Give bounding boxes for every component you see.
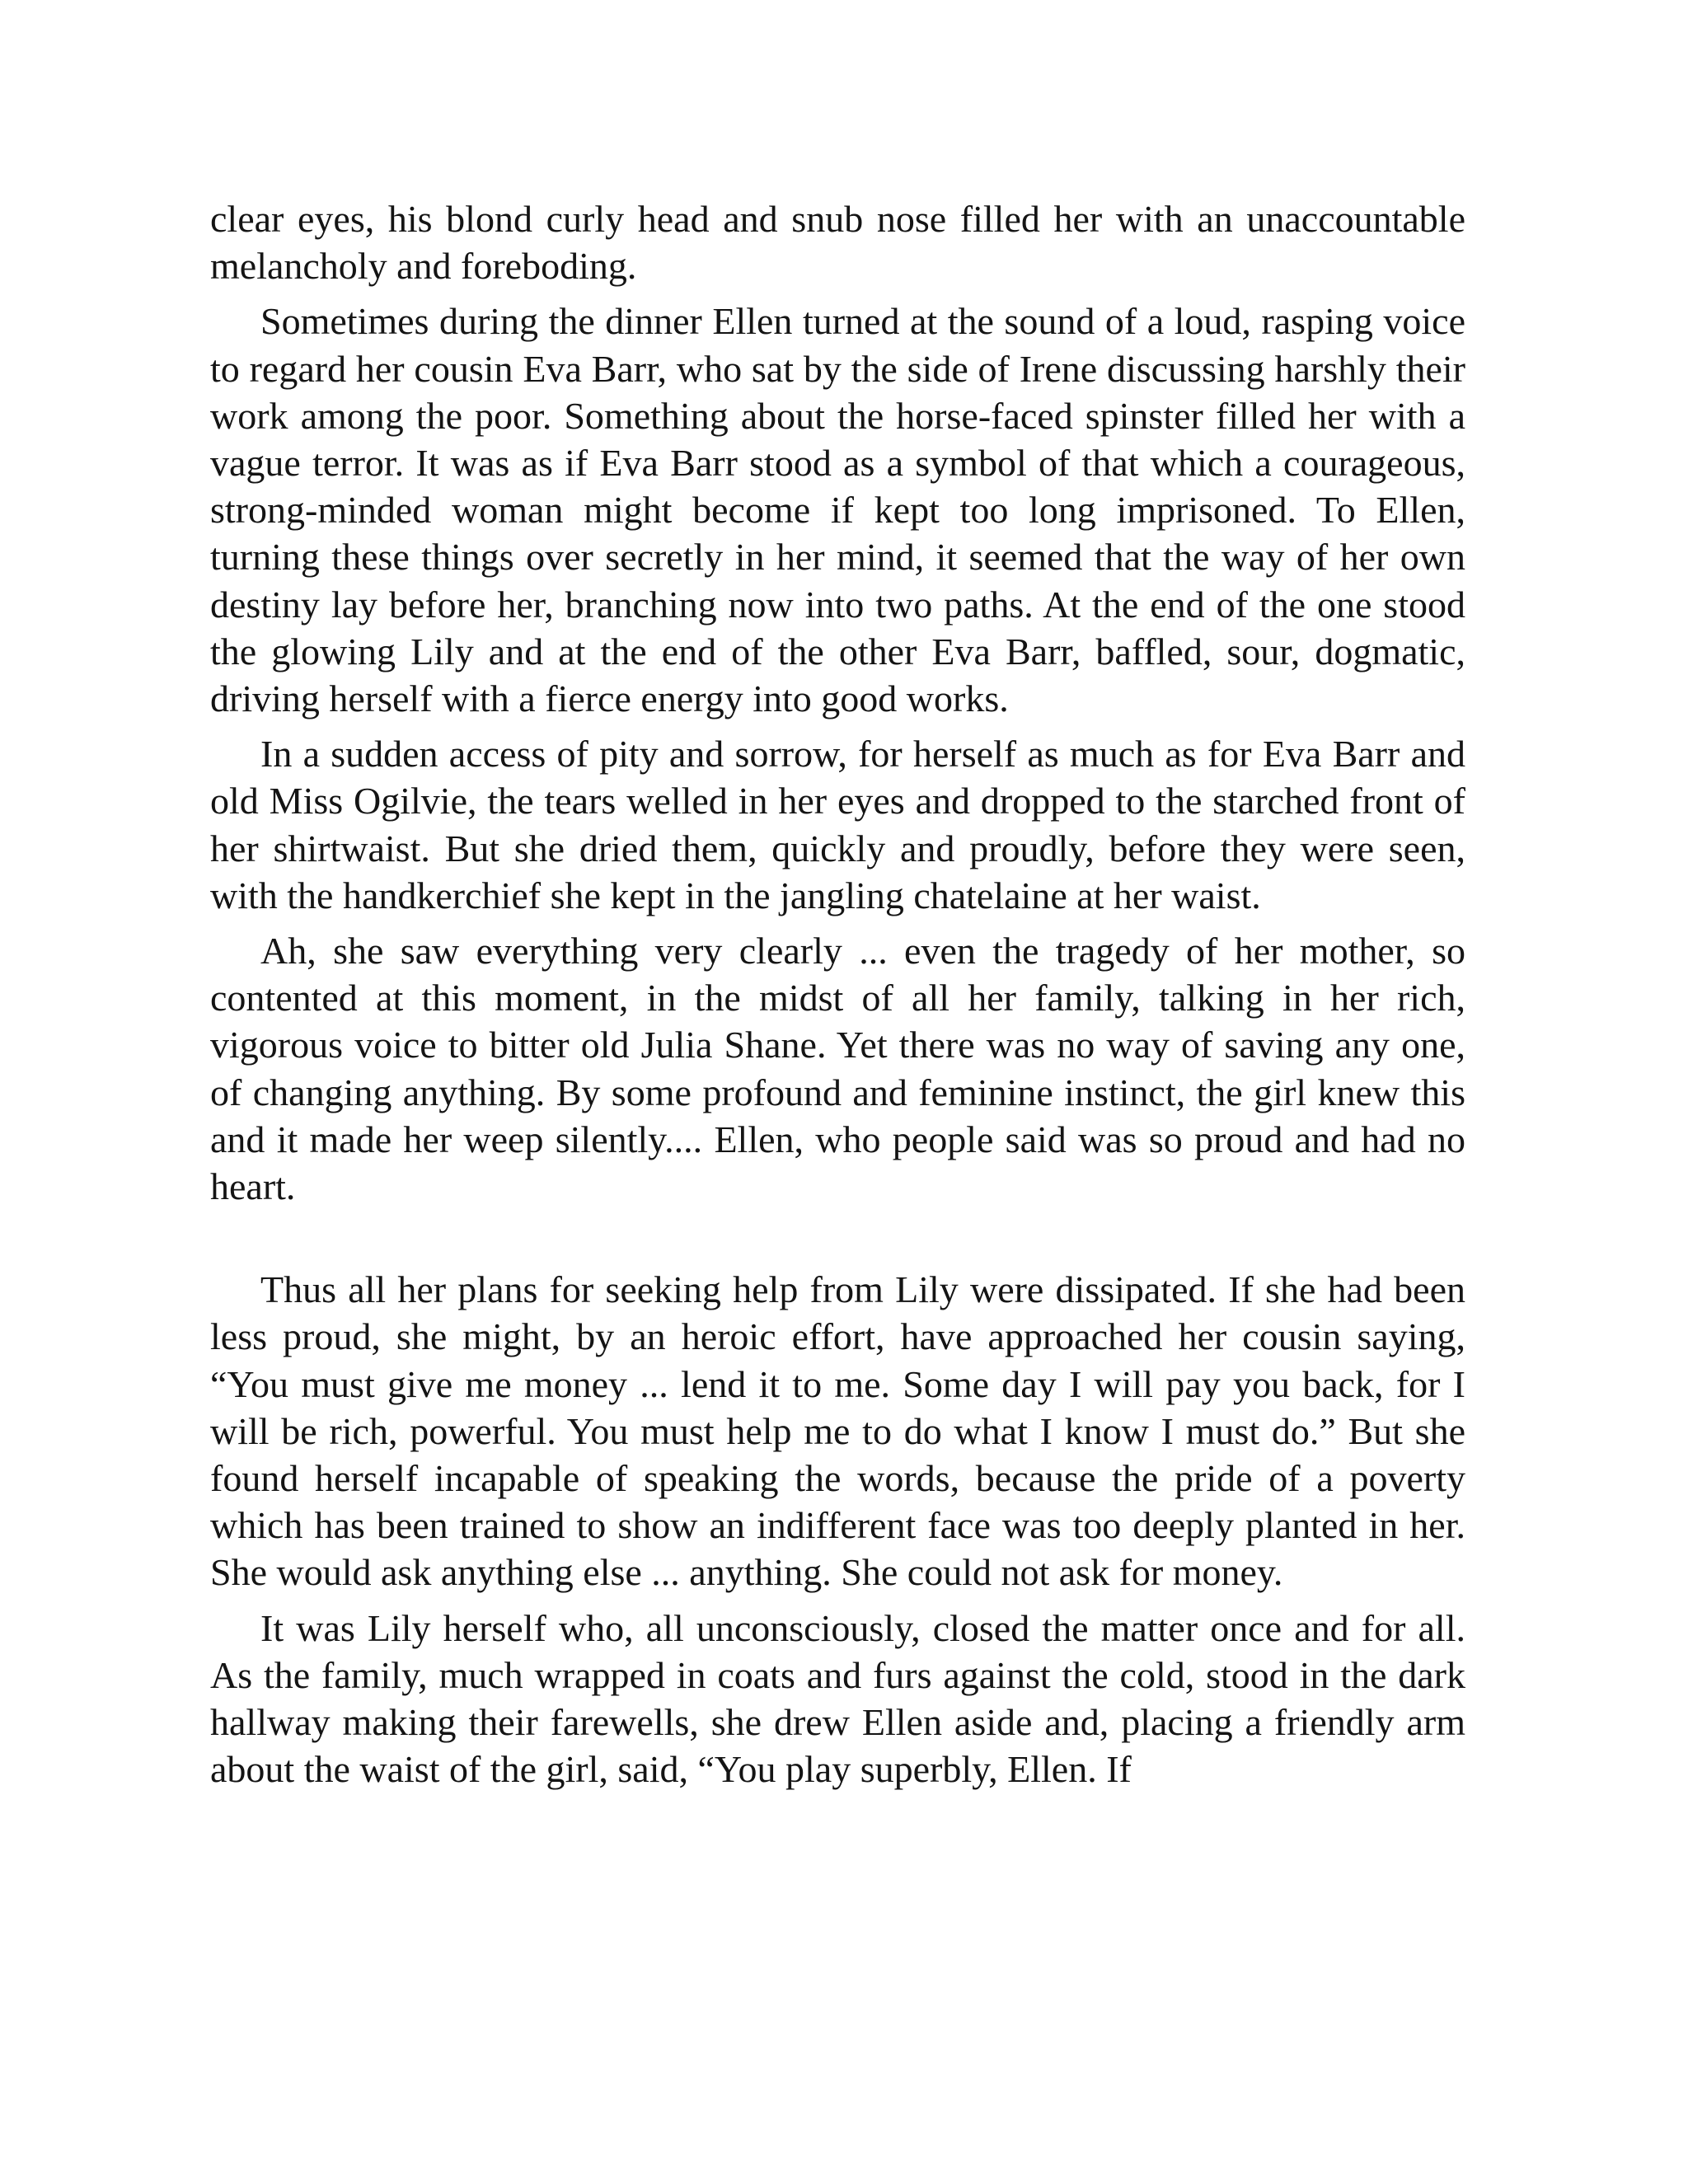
paragraph-1: clear eyes, his blond curly head and snub nose filled her with an unaccountable melancholy and foreboding. <box>210 198 1465 288</box>
paragraph-6: It was Lily herself who, all unconsciously, closed the matter once and for all. As the family, much wrapped in coats and furs against the cold, stood in the dark hallway making their farewells, she drew Ellen aside and, placing a friendly arm about the waist of the girl, said, “You play superbly, Ellen. If <box>210 1606 1465 1791</box>
paragraph-5: Thus all her plans for seeking help from Lily were dissipated. If she had been less proud, she might, by an heroic effort, have approached her cousin saying, “You must give me money ... lend it to me. Some day I will pay you back, for I will be rich, powerful. You must help me to do what I know I must do.” But she found herself incapable of speaking the words, because the pride of a poverty which has been trained to show an indifferent face was too deeply planted in her. She would ask anything else ... anything. She could not ask for money. <box>210 1268 1465 1594</box>
paragraph-4: Ah, she saw everything very clearly ... even the tragedy of her mother, so contented at this moment, in the midst of all her family, talking in her rich, vigorous voice to bitter old Julia Shane. Yet there was no way of saving any one, of changing anything. By some profound and feminine instinct, the girl knew this and it made her weep silently.... Ellen, who people said was so proud and had no heart. <box>210 930 1465 1208</box>
body-text <box>210 195 1465 1802</box>
paragraph-2: Sometimes during the dinner Ellen turned at the sound of a loud, rasping voice to regard her cousin Eva Barr, who sat by the side of Irene discussing harshly their work among the poor. Something about the horse-faced spinster filled her with a vague terror. It was as if Eva Barr stood as a symbol of that which a courageous, strong-minded woman might become if kept too long imprisoned. To Ellen, turning these things over secretly in her mind, it seemed that the way of her own destiny lay before her, branching now into two paths. At the end of the one stood the glowing Lily and at the end of the other Eva Barr, baffled, sour, dogmatic, driving herself with a fierce energy into good works. <box>210 300 1465 720</box>
paragraph-3: In a sudden access of pity and sorrow, for herself as much as for Eva Barr and old Miss Ogilvie, the tears welled in her eyes and dropped to the starched front of her shirtwaist. But she dried them, quickly and proudly, before they were seen, with the handkerchief she kept in the jangling chatelaine at her waist. <box>210 733 1465 916</box>
section-break <box>210 1218 1465 1266</box>
